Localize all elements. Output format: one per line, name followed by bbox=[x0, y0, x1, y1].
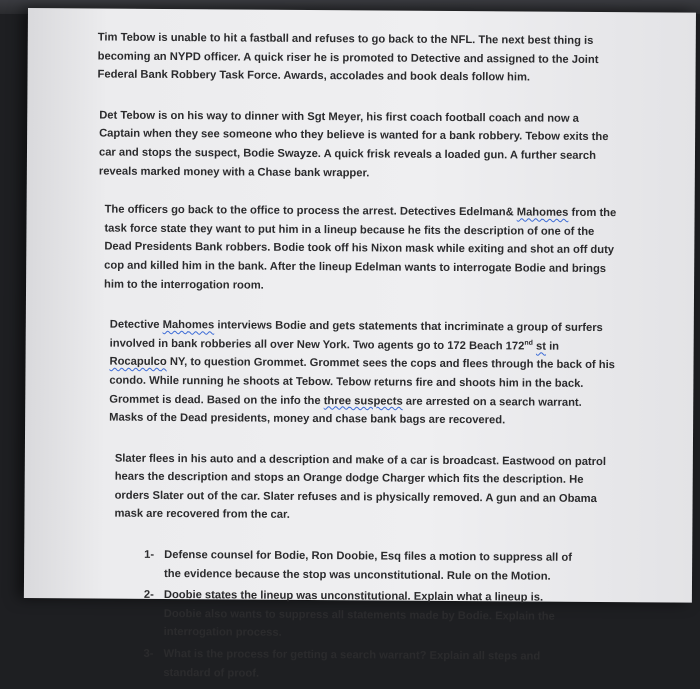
question-number: 3- bbox=[143, 647, 154, 660]
document-text bbox=[93, 28, 618, 688]
paragraph-interview-part: are arrested on a search warrant. Masks of the Dead presidents, money and chase bank bags are recovered. bbox=[109, 395, 582, 427]
question-text: What is the process for getting a search warrant? Explain all steps and standard of proof. bbox=[163, 647, 541, 680]
question-item bbox=[144, 546, 584, 586]
spellcheck-word: Mahomes bbox=[516, 206, 569, 219]
paragraph-slater: Slater flees in his auto and a description and make of a car is broadcast. Eastwood on patrol hears the description and stops an Orange dodge Charger which fits the description. He orders Slater out of the car. Slater refuses and is physically removed. A gun and an Obama mask are recovered from the car. bbox=[114, 452, 607, 522]
spellcheck-phrase: three suspects bbox=[323, 394, 403, 408]
questions-list bbox=[143, 546, 584, 685]
question-number: 2- bbox=[143, 589, 154, 602]
question-text: Defense counsel for Bodie, Ron Doobie, Esq files a motion to suppress all of the evidence because the stop was unconstitutional. Rule on the Motion. bbox=[164, 549, 572, 583]
paragraph-interview-part: NY, to question Grommet. Grommet sees the cops and flees through the back of his condo. While running he shoots at Tebow. Tebow returns fire and shoots him in the back. Grommet is dead. Based on the info the bbox=[109, 356, 615, 407]
paragraph-lineup-part: from the task force state they want to put him in a lineup because he fits the description of one of the Dead Presidents Bank robbers. Bodie took off his Nixon mask while exiting and shot an off duty cop and killed him in the bank. After the lineup Edelman wants to interrogate Bodie and brings him to the interrogation room. bbox=[104, 206, 617, 292]
paragraph-interview-part: interviews Bodie and gets statements that incriminate a group of surfers involved in bank robberies all over New York. Two agents go to 172 Beach 172 bbox=[109, 319, 603, 353]
question-item bbox=[144, 586, 584, 645]
spellcheck-word: Mahomes bbox=[162, 319, 215, 332]
paragraph-lineup-part: The officers go back to the office to process the arrest. Detectives Edelman& bbox=[104, 203, 517, 219]
paragraph-interview-part: in bbox=[545, 340, 560, 353]
paragraph-stop: Det Tebow is on his way to dinner with Sgt Meyer, his first coach football coach and now a Captain when they see someone who they believe is wanted for a bank robbery. Tebow exits the car and stops the suspect, Bodie Swayze. A quick frisk reveals a loaded gun. A further search reveals marked money with a Chase bank wrapper. bbox=[98, 109, 609, 179]
question-item bbox=[143, 645, 583, 685]
spellcheck-word: Rocapulco bbox=[109, 355, 167, 369]
question-text: Doobie states the lineup was unconstitutional. Explain what a lineup is. Doobie also wants to suppress all statements made by Bodie. Explain the interrogation process. bbox=[163, 589, 555, 640]
paragraph-interview-part: Detective bbox=[109, 318, 163, 332]
superscript-nd: nd bbox=[524, 339, 533, 347]
paragraph-interview bbox=[109, 316, 616, 431]
spellcheck-word: st bbox=[535, 340, 547, 353]
paper-sheet bbox=[24, 8, 696, 680]
paragraph-intro: Tim Tebow is unable to hit a fastball and refuses to go back to the NFL. The next best thing is becoming an NYPD officer. A quick riser he is promoted to Detective and assigned to the Joint Federal Bank Robbery Task Force. Awards, accolades and book deals follow him. bbox=[97, 31, 599, 84]
question-number: 1- bbox=[144, 548, 155, 561]
paragraph-lineup bbox=[104, 201, 617, 298]
